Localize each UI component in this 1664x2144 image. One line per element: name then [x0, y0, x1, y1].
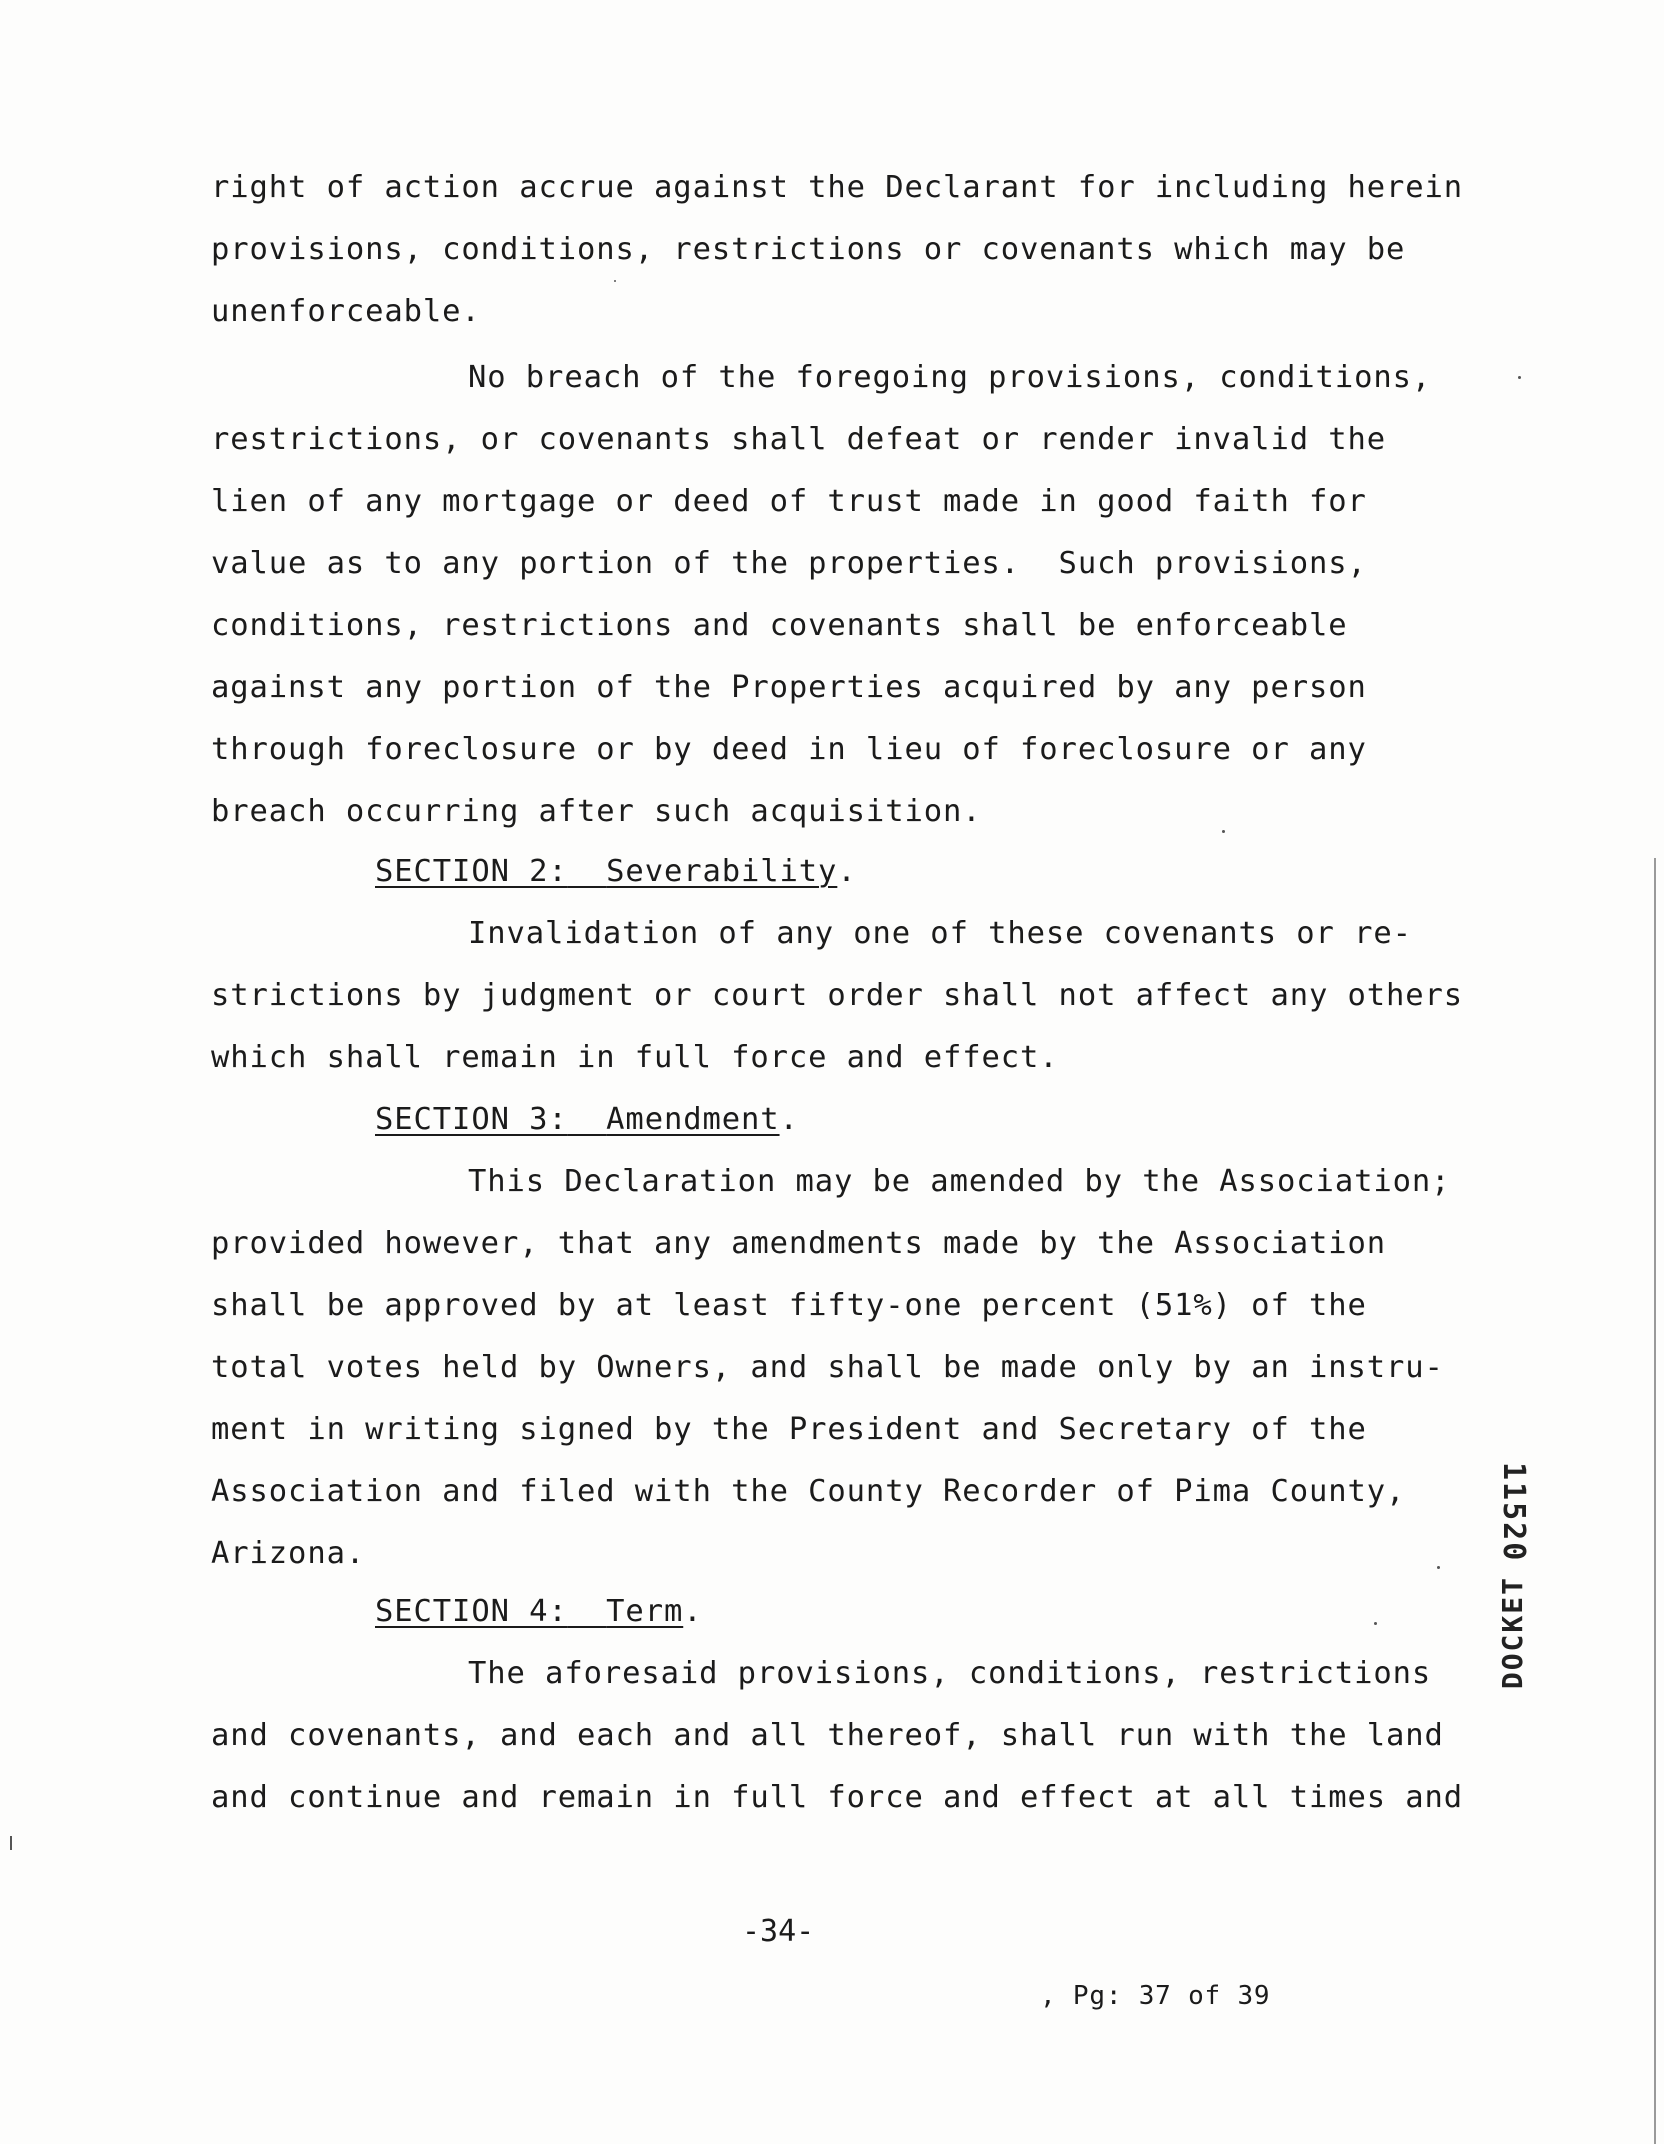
section-2-label: SECTION 2:	[375, 854, 568, 889]
text-line: provided however, that any amendments made by the Association	[211, 1226, 1387, 1261]
scan-speck	[1374, 1622, 1377, 1625]
text-line: through foreclosure or by deed in lieu of foreclosure or any	[211, 732, 1367, 767]
text-line: provisions, conditions, restrictions or covenants which may be	[211, 232, 1406, 267]
text-line: value as to any portion of the properties. Such provisions,	[211, 546, 1367, 581]
text-line: The aforesaid provisions, conditions, restrictions	[468, 1656, 1432, 1691]
text-line: total votes held by Owners, and shall be made only by an instru-	[211, 1350, 1444, 1385]
scan-speck	[614, 280, 616, 282]
text-line: right of action accrue against the Declarant for including herein	[211, 170, 1464, 205]
section-3-heading	[375, 1100, 799, 1140]
text-line: strictions by judgment or court order shall not affect any others	[211, 978, 1464, 1013]
text-line: ment in writing signed by the President and Secretary of the	[211, 1412, 1367, 1447]
scan-speck	[1518, 376, 1521, 379]
text-line: against any portion of the Properties acquired by any person	[211, 670, 1367, 705]
section-2-heading	[375, 852, 857, 892]
section-3-period: .	[779, 1102, 799, 1137]
text-line: conditions, restrictions and covenants shall be enforceable	[211, 608, 1348, 643]
text-line: Invalidation of any one of these covenants or re-	[468, 916, 1412, 951]
text-line: breach occurring after such acquisition.	[211, 794, 982, 829]
section-2-period: .	[837, 854, 857, 889]
text-line: and covenants, and each and all thereof, shall run with the land	[211, 1718, 1444, 1753]
text-line: lien of any mortgage or deed of trust made in good faith for	[211, 484, 1367, 519]
recording-stamp	[1498, 1462, 1538, 1689]
section-4-period: .	[683, 1594, 703, 1629]
text-line: This Declaration may be amended by the Association;	[468, 1164, 1451, 1199]
stamp-number: 11520	[1496, 1462, 1531, 1563]
scan-speck	[1437, 1566, 1440, 1569]
text-line: which shall remain in full force and effect.	[211, 1040, 1059, 1075]
section-4-label: SECTION 4:	[375, 1594, 568, 1629]
stamp-code: DOCKET	[1496, 1576, 1529, 1690]
section-4-heading	[375, 1592, 703, 1632]
scan-speck	[1222, 830, 1225, 833]
text-line: No breach of the foregoing provisions, conditions,	[468, 360, 1432, 395]
scan-speck	[10, 1836, 12, 1850]
page-number: -34-	[742, 1914, 815, 1949]
scan-edge-line	[1654, 858, 1656, 2144]
text-line: restrictions, or covenants shall defeat or render invalid the	[211, 422, 1387, 457]
section-3-title: Amendment	[606, 1102, 780, 1137]
text-line: and continue and remain in full force and effect at all times and	[211, 1780, 1464, 1815]
section-3-label: SECTION 3:	[375, 1102, 568, 1137]
page-count-label: , Pg: 37 of 39	[1040, 1981, 1271, 2011]
text-line: unenforceable.	[211, 294, 481, 329]
section-2-title: Severability	[606, 854, 838, 889]
text-line: Association and filed with the County Recorder of Pima County,	[211, 1474, 1406, 1509]
text-line: shall be approved by at least fifty-one percent (51%) of the	[211, 1288, 1367, 1323]
text-line: Arizona.	[211, 1536, 366, 1571]
section-4-title: Term	[606, 1594, 684, 1629]
